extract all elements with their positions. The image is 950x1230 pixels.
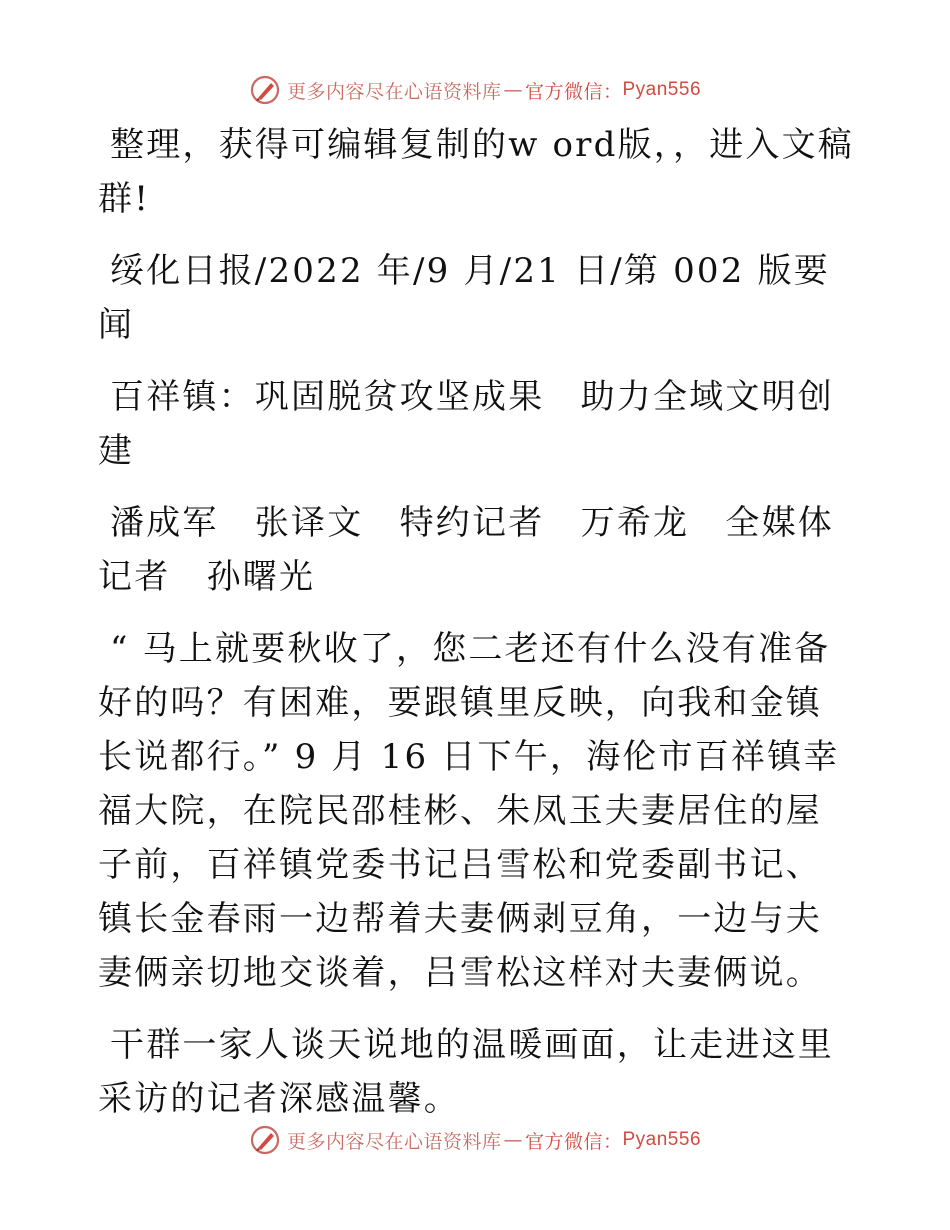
watermark-separator: —	[503, 79, 523, 101]
watermark-text: 更多内容尽在心语资料库	[286, 1130, 502, 1153]
document-paragraph: 绥化日报/2022 年/9 月/21 日/第 002 版要闻	[98, 251, 830, 345]
document-body	[98, 118, 858, 1126]
quill-pen-icon	[249, 74, 281, 106]
watermark-wechat-label: 官方微信：	[524, 1130, 623, 1153]
document-paragraph: 百祥镇：巩固脱贫攻坚成果 助力全域文明创建	[98, 377, 834, 471]
watermark-wechat-id: Pyan556	[622, 1129, 702, 1150]
watermark-text: 更多内容尽在心语资料库	[286, 80, 502, 103]
watermark-header	[0, 70, 950, 110]
watermark-wechat-label: 官方微信：	[524, 80, 623, 103]
document-paragraph: 整理，获得可编辑复制的w ord版，，进入文稿群!	[98, 125, 854, 219]
watermark-footer	[0, 1120, 950, 1160]
watermark-wechat-id: Pyan556	[622, 79, 702, 100]
document-paragraph: 潘成军 张译文 特约记者 万希龙 全媒体记者 孙曙光	[98, 503, 834, 597]
document-paragraph: 干群一家人谈天说地的温暖画面，让走进这里采访的记者深感温馨。	[98, 1025, 834, 1119]
quill-pen-icon	[249, 1124, 281, 1156]
document-paragraph: “ 马上就要秋收了，您二老还有什么没有准备好的吗？有困难，要跟镇里反映，向我和金镇长说都行。” 9 月 16 日下午，海伦市百祥镇幸福大院，在院民邵桂彬、朱凤玉夫妻居住的屋子前，百祥镇党委书记吕雪松和党委副书记、镇长金春雨一边帮着夫妻俩剥豆角，一边与夫妻俩亲切地交谈着，吕雪松这样对夫妻俩说。	[98, 629, 840, 993]
watermark-separator: —	[503, 1129, 523, 1151]
